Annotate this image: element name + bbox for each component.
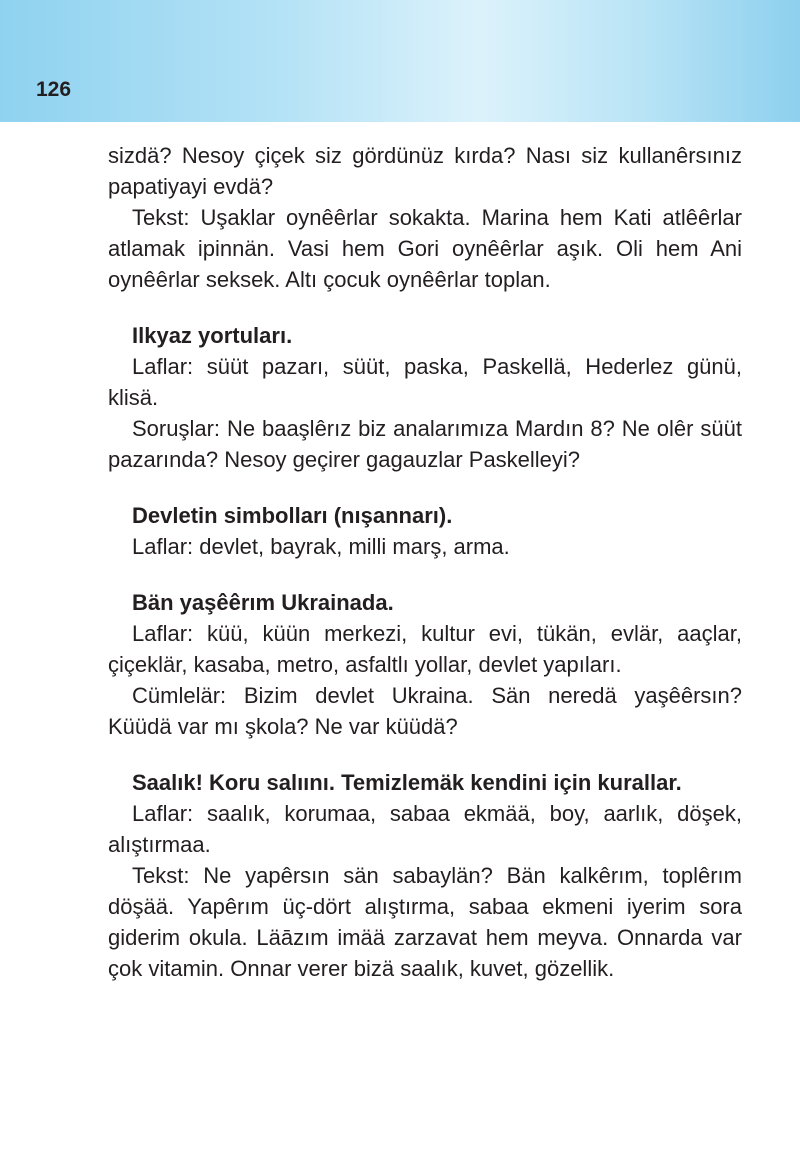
section-heading: Ilkyaz yortuları. — [132, 323, 293, 348]
section-spring-holidays — [108, 320, 742, 475]
section-state-symbols — [108, 500, 742, 562]
section-paragraph: Laflar: devlet, bayrak, milli marş, arma. — [132, 534, 510, 559]
section-paragraph: Laflar: süüt pazarı, süüt, paska, Paskellä, Hederlez günü, klisä. — [108, 354, 742, 410]
section-paragraph: Soruşlar: Ne baaşlêrız biz analarımıza Mardın 8? Ne olêr süüt pazarında? Nesoy geçirer gagauzlar Paskelleyi? — [108, 416, 742, 472]
intro-paragraph: sizdä? Nesoy çiçek siz gördünüz kırda? Nası siz kullanêrsınız papatiyayi evdä? — [108, 143, 742, 199]
section-ukraine — [108, 587, 742, 742]
section-paragraph: Laflar: küü, küün merkezi, kultur evi, tükän, evlär, aaçlar, çiçeklär, kasaba, metro, asfaltlı yollar, devlet yapıları. — [108, 621, 742, 677]
page-content — [108, 140, 742, 984]
section-heading: Devletin simbolları (nışannarı). — [132, 503, 453, 528]
section-health — [108, 767, 742, 984]
section-heading: Bän yaşêêrım Ukrainada. — [132, 590, 394, 615]
section-heading: Saalık! Koru salıını. Temizlemäk kendini için kurallar. — [132, 770, 682, 795]
intro-text-paragraph: Tekst: Uşaklar oynêêrlar sokakta. Marina hem Kati atlêêrlar atlamak ipinnän. Vasi hem Gori oynêêrlar aşık. Oli hem Ani oynêêrlar seksek. Altı çocuk oynêêrlar toplan. — [108, 205, 742, 292]
section-paragraph: Tekst: Ne yapêrsın sän sabaylän? Bän kalkêrım, toplêrım döşää. Yapêrım üç-dört alıştırma, sabaa ekmeni iyerim sora giderim okula. Läāzım imää zarzavat hem meyva. Onnarda var çok vitamin. Onnar verer bizä saalık, kuvet, gözellik. — [108, 863, 742, 981]
page-number: 126 — [36, 78, 72, 101]
header-band — [0, 0, 800, 122]
section-paragraph: Laflar: saalık, korumaa, sabaa ekmää, boy, aarlık, döşek, alıştırmaa. — [108, 801, 742, 857]
section-paragraph: Cümlelär: Bizim devlet Ukraina. Sän neredä yaşêêrsın? Küüdä var mı şkola? Ne var küüdä? — [108, 683, 742, 739]
